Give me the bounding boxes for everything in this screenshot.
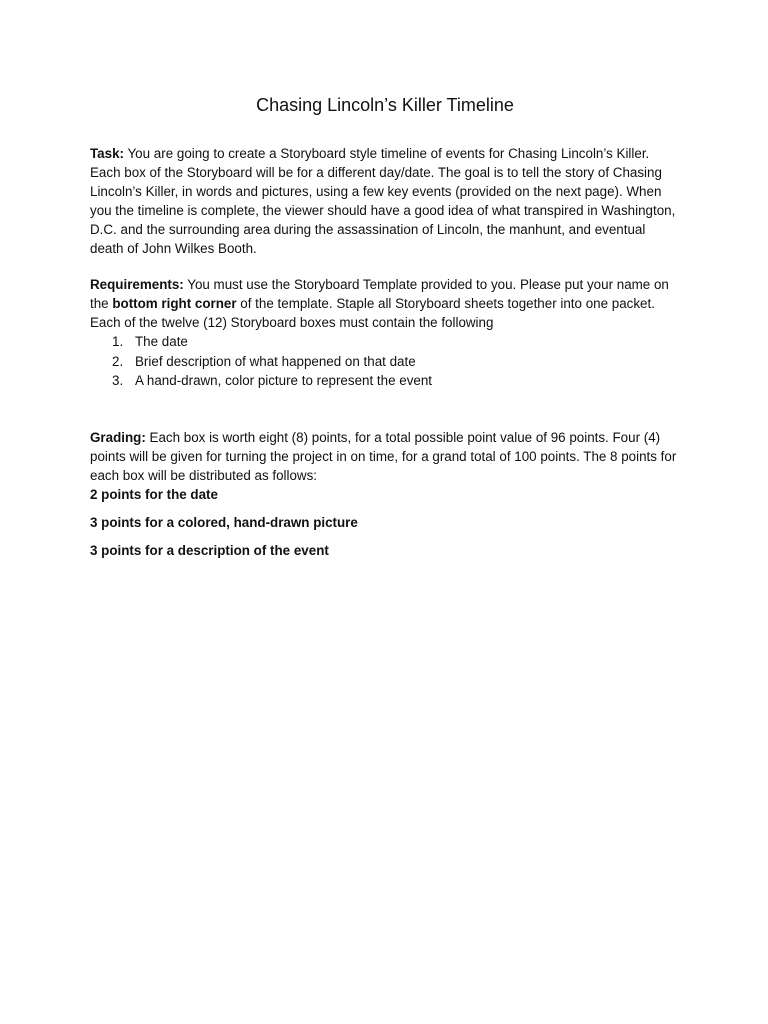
list-item-number: 3. — [112, 373, 124, 388]
list-item-number: 2. — [112, 353, 124, 369]
requirements-list — [90, 332, 680, 391]
list-item — [90, 352, 680, 372]
list-item — [90, 332, 680, 352]
list-item-number: 1. — [112, 334, 124, 349]
requirements-paragraph — [90, 275, 680, 332]
grading-text: Each box is worth eight (8) points, for a total possible point value of 96 points. Four (4) points will be given for turning the project in on time, for a grand total of 100 points. The 8 points for each box will be distributed as follows: — [90, 429, 677, 483]
requirements-emphasis: bottom right corner — [112, 296, 237, 311]
requirements-text-before: You must use the Storyboard Template provided to you. Please put your name on the — [90, 277, 669, 311]
task-text: You are going to create a Storyboard style timeline of events for Chasing Lincoln’s Killer. Each box of the Storyboard will be for a different day/date. The goal is to tell the story of Chasing Lincoln’s Killer, in words and pictures, using a few key events (provided on the next page). When you the timeline is complete, the viewer should have a good idea of what transpired in Washington, D.C. and the surrounding area during the assassination of Lincoln, the manhunt, and eventual death of John Wilkes Booth. — [90, 146, 676, 256]
points-description: 3 points for a description of the event — [90, 542, 329, 558]
points-date: 2 points for the date — [90, 486, 218, 502]
points-picture: 3 points for a colored, hand-drawn picture — [90, 514, 358, 530]
requirements-text-after: of the template. Staple all Storyboard sheets together into one packet. Each of the twelve (12) Storyboard boxes must contain the following — [90, 296, 655, 330]
task-paragraph — [90, 144, 680, 258]
grading-paragraph — [90, 428, 680, 485]
list-item — [90, 371, 680, 391]
list-item-text: The date — [135, 334, 188, 349]
grading-label: Grading: — [90, 429, 146, 445]
list-item-text: Brief description of what happened on that date — [135, 353, 416, 369]
document-page — [90, 92, 680, 560]
document-title: Chasing Lincoln’s Killer Timeline — [256, 95, 514, 115]
list-item-text: A hand-drawn, color picture to represent the event — [135, 373, 432, 388]
requirements-label: Requirements: — [90, 277, 184, 292]
task-label: Task: — [90, 146, 124, 161]
